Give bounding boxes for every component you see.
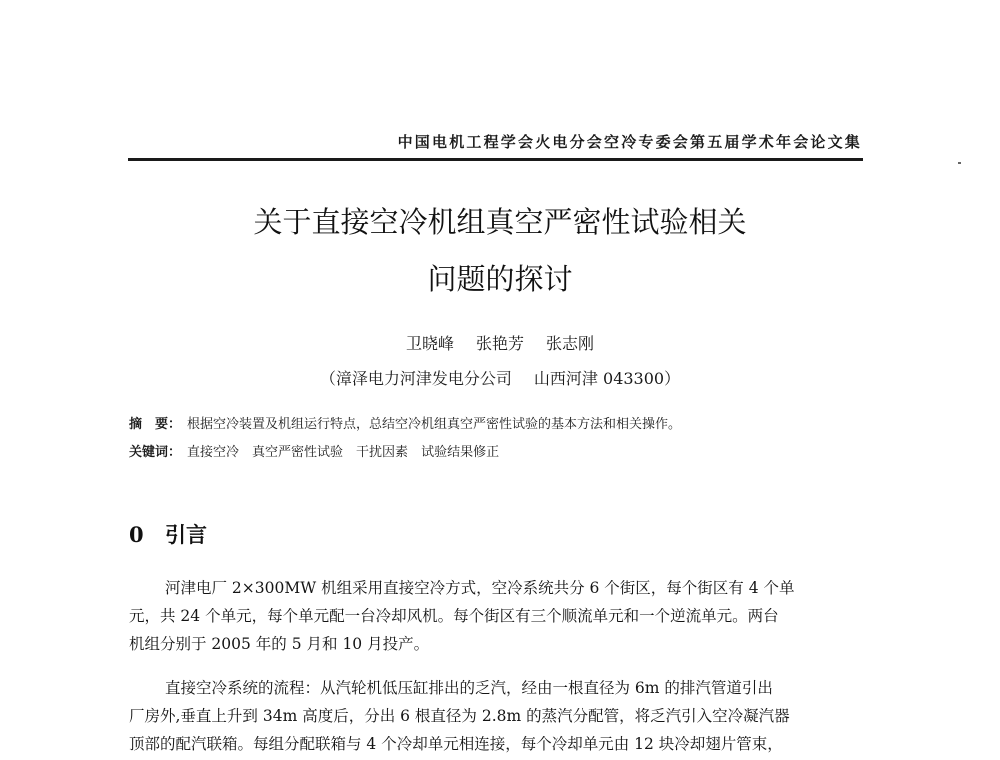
running-header: 中国电机工程学会火电分会空冷专委会第五届学术年会论文集 xyxy=(397,133,862,151)
body-line: 直接空冷系统的流程：从汽轮机低压缸排出的乏汽，经由一根直径为 6m 的排汽管道引出 xyxy=(165,679,773,697)
abstract-text: 根据空冷装置及机组运行特点，总结空冷机组真空严密性试验的基本方法和相关操作。 xyxy=(187,417,682,432)
author-name: 张艳芳 xyxy=(475,334,524,353)
affiliation-location: 山西河津 043300 xyxy=(533,369,665,388)
affiliation-open-paren: （ xyxy=(319,369,336,388)
body-line: 顶部的配汽联箱。每组分配联箱与 4 个冷却单元相连接，每个冷却单元由 12 块冷却翅片管束， xyxy=(129,735,783,753)
author-list xyxy=(0,331,1000,354)
section-title: 引言 xyxy=(165,522,207,547)
body-line: 机组分别于 2005 年的 5 月和 10 月投产。 xyxy=(129,635,430,653)
affiliation-organization: 漳泽电力河津发电分公司 xyxy=(335,369,512,388)
keywords xyxy=(129,441,499,460)
author-name: 张志刚 xyxy=(546,334,595,353)
keyword: 试验结果修正 xyxy=(421,445,500,460)
abstract-label: 摘 要： xyxy=(129,417,182,432)
body-line: 元，共 24 个单元，每个单元配一台冷却风机。每个街区有三个顺流单元和一个逆流单元。两台 xyxy=(129,607,779,625)
author-name: 卫晓峰 xyxy=(405,334,454,353)
paragraph-1 xyxy=(129,574,864,658)
affiliation xyxy=(0,366,1000,389)
keywords-label: 关键词： xyxy=(129,445,182,460)
paper-title-line-2: 问题的探讨 xyxy=(427,262,573,296)
keyword: 直接空冷 xyxy=(187,445,240,460)
keyword: 干扰因素 xyxy=(356,445,409,460)
section-number: 0 xyxy=(129,522,144,547)
body-line: 河津电厂 2×300MW 机组采用直接空冷方式，空冷系统共分 6 个街区，每个街区有 4 个单 xyxy=(165,579,795,597)
paragraph-2 xyxy=(129,674,864,758)
header-rule xyxy=(128,158,863,161)
keyword: 真空严密性试验 xyxy=(252,445,344,460)
body-line: 厂房外,垂直上升到 34m 高度后，分出 6 根直径为 2.8m 的蒸汽分配管，将乏汽引入空冷凝汽器 xyxy=(129,707,790,725)
section-heading xyxy=(129,519,207,549)
affiliation-close-paren: ） xyxy=(664,369,681,388)
abstract xyxy=(129,413,681,432)
paper-title-line-1: 关于直接空冷机组真空严密性试验相关 xyxy=(253,205,747,239)
margin-mark xyxy=(958,162,961,164)
